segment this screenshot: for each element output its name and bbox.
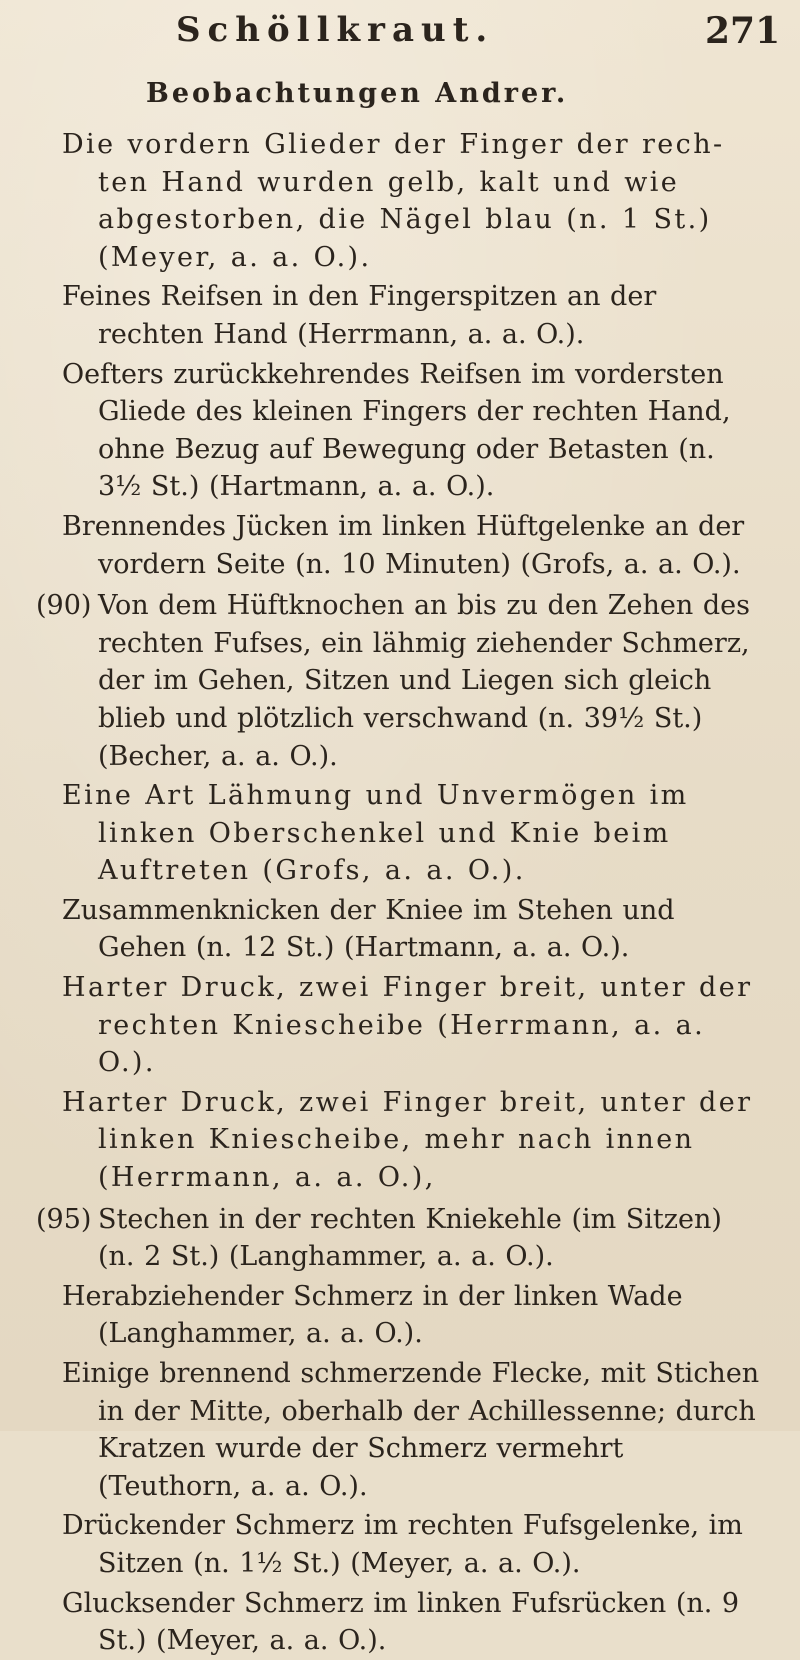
symptom-entry	[0, 777, 764, 890]
symptom-entry	[0, 1355, 764, 1505]
symptom-entry	[0, 278, 764, 353]
entry-text: Stechen in der rechten Kniekehle (im Sitzen) (n. 2 St.) (Langhammer, a. a. O.).	[98, 1203, 722, 1273]
symptom-entry	[0, 508, 764, 583]
symptom-entry	[0, 1507, 764, 1582]
entry-text: Harter Druck, zwei Finger breit, unter der rechten Kniescheibe (Herrmann, a. a. O.).	[62, 972, 753, 1079]
entry-text: Eine Art Lähmung und Unvermögen im linken Oberschenkel und Knie beim Auftreten (Grofs, a. a. O.).	[62, 780, 689, 887]
entry-text: Harter Druck, zwei Finger breit, unter der linken Kniescheibe, mehr nach innen (Herrmann, a. a. O.),	[62, 1086, 753, 1194]
entry-text: Einige brennend schmerzende Flecke, mit Stichen in der Mitte, oberhalb der Achillessenne; durch Kratzen wurde der Schmerz vermehrt (Teuthorn, a. a. O.).	[62, 1358, 760, 1502]
section-heading: Beobachtungen Andrer.	[146, 78, 569, 109]
running-head: Schöllkraut.	[176, 10, 495, 50]
symptom-entry	[0, 1084, 764, 1197]
entry-text: Von dem Hüftknochen an bis zu den Zehen des rechten Fufses, ein lähmig ziehender Schmerz, der im Gehen, Sitzen und Liegen sich gleich blieb und plötzlich verschwand (n. 39½ St.) (Becher, a. a. O.).	[98, 590, 750, 772]
symptom-entry	[0, 587, 764, 775]
page-header	[0, 2, 800, 64]
symptom-entry	[0, 1585, 764, 1660]
page-number: 271	[705, 10, 781, 52]
entry-text: Feines Reifsen in den Fingerspitzen an der rechten Hand (Herrmann, a. a. O.).	[62, 281, 657, 350]
symptom-entry	[0, 356, 764, 506]
symptom-entry	[0, 1278, 764, 1353]
symptom-entry	[0, 126, 764, 276]
symptom-entry	[0, 892, 764, 967]
entry-number: (95)	[36, 1203, 92, 1235]
entry-text: Die vordern Glieder der Finger der rech-ten Hand wurden gelb, kalt und wie abgestorben, die Nägel blau (n. 1 St.) (Meyer, a. a. O.).	[62, 129, 725, 273]
entry-number: (90)	[36, 590, 92, 622]
entry-text: Herabziehender Schmerz in der linken Wade (Langhammer, a. a. O.).	[62, 1280, 683, 1350]
entry-text: Glucksender Schmerz im linken Fufsrücken (n. 9 St.) (Meyer, a. a. O.).	[62, 1587, 740, 1657]
entry-text: Zusammenknicken der Kniee im Stehen und Gehen (n. 12 St.) (Hartmann, a. a. O.).	[62, 894, 675, 964]
entry-text: Oefters zurückkehrendes Reifsen im vordersten Gliede des kleinen Fingers der rechten Hand, ohne Bezug auf Bewegung oder Betasten (n. 3½ St.) (Hartmann, a. a. O.).	[62, 358, 731, 503]
symptom-entry	[0, 1201, 764, 1276]
entry-text: Drückender Schmerz im rechten Fufsgelenke, im Sitzen (n. 1½ St.) (Meyer, a. a. O.).	[62, 1510, 743, 1579]
entry-text: Brennendes Jücken im linken Hüftgelenke an der vordern Seite (n. 10 Minuten) (Grofs, a. a. O.).	[62, 510, 745, 580]
symptom-list	[0, 126, 800, 1660]
symptom-entry	[0, 969, 764, 1082]
